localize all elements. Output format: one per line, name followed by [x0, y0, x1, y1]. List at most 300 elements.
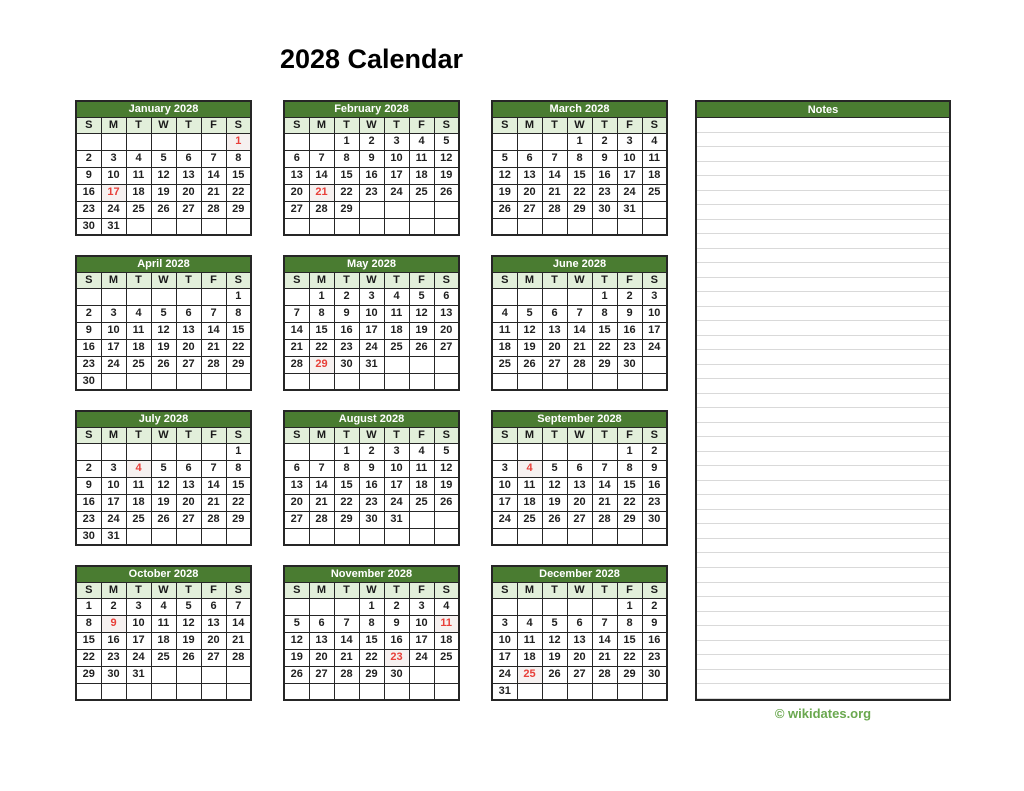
day-cell: 5 [434, 133, 459, 150]
day-cell: 14 [592, 632, 617, 649]
empty-day-cell [434, 373, 459, 390]
notes-ruled-line [697, 147, 949, 162]
day-of-week-header: T [592, 117, 617, 133]
day-cell: 11 [409, 460, 434, 477]
day-cell: 24 [384, 184, 409, 201]
empty-day-cell [567, 528, 592, 545]
day-cell: 9 [359, 460, 384, 477]
day-cell: 20 [567, 494, 592, 511]
day-cell: 22 [617, 494, 642, 511]
day-cell: 12 [176, 615, 201, 632]
month-title: August 2028 [284, 411, 459, 427]
day-cell: 2 [76, 460, 101, 477]
day-of-week-header: T [126, 117, 151, 133]
day-cell: 31 [126, 666, 151, 683]
day-cell: 16 [76, 494, 101, 511]
day-cell: 12 [284, 632, 309, 649]
day-cell: 13 [567, 477, 592, 494]
week-row [284, 133, 459, 150]
month-calendar-november-2028 [283, 565, 460, 701]
day-of-week-header: S [492, 427, 517, 443]
day-of-week-header: M [309, 582, 334, 598]
notes-ruled-line [697, 670, 949, 685]
empty-day-cell [642, 201, 667, 218]
day-cell: 17 [384, 477, 409, 494]
day-cell: 28 [592, 511, 617, 528]
day-cell: 13 [176, 322, 201, 339]
empty-day-cell [592, 528, 617, 545]
day-cell: 22 [567, 184, 592, 201]
day-of-week-header: S [284, 427, 309, 443]
day-cell: 2 [592, 133, 617, 150]
empty-day-cell [434, 528, 459, 545]
day-cell: 27 [284, 201, 309, 218]
notes-ruled-line [697, 684, 949, 699]
day-cell: 7 [201, 305, 226, 322]
day-cell: 28 [567, 356, 592, 373]
empty-day-cell [309, 683, 334, 700]
day-of-week-header: T [176, 272, 201, 288]
day-of-week-header: M [517, 272, 542, 288]
notes-ruled-line [697, 118, 949, 133]
empty-day-cell [201, 288, 226, 305]
day-cell: 20 [176, 184, 201, 201]
day-cell: 2 [76, 305, 101, 322]
day-cell: 9 [592, 150, 617, 167]
day-of-week-header: S [226, 117, 251, 133]
day-cell: 14 [201, 167, 226, 184]
day-of-week-header: W [151, 272, 176, 288]
day-cell: 19 [151, 184, 176, 201]
empty-day-cell [151, 666, 176, 683]
week-row [284, 288, 459, 305]
notes-ruled-line [697, 423, 949, 438]
day-cell: 1 [226, 443, 251, 460]
day-cell: 29 [592, 356, 617, 373]
empty-day-cell [309, 373, 334, 390]
day-cell: 19 [284, 649, 309, 666]
day-cell: 30 [101, 666, 126, 683]
day-cell: 15 [334, 167, 359, 184]
week-row [76, 477, 251, 494]
day-cell: 27 [542, 356, 567, 373]
day-cell: 27 [176, 201, 201, 218]
day-cell: 10 [642, 305, 667, 322]
day-cell: 5 [151, 150, 176, 167]
day-cell: 21 [226, 632, 251, 649]
week-row [492, 632, 667, 649]
day-of-week-header: S [76, 117, 101, 133]
day-cell: 15 [617, 632, 642, 649]
day-cell: 17 [101, 339, 126, 356]
day-cell: 23 [642, 494, 667, 511]
page-title: 2028 Calendar [279, 44, 464, 74]
day-of-week-header: T [126, 427, 151, 443]
day-cell: 25 [126, 511, 151, 528]
day-cell: 3 [409, 598, 434, 615]
notes-ruled-line [697, 350, 949, 365]
day-cell: 27 [176, 356, 201, 373]
week-row [76, 305, 251, 322]
day-cell: 5 [176, 598, 201, 615]
day-cell: 26 [542, 511, 567, 528]
month-calendar-june-2028 [491, 255, 668, 391]
notes-ruled-line [697, 336, 949, 351]
empty-day-cell [434, 666, 459, 683]
week-row [76, 615, 251, 632]
notes-ruled-line [697, 626, 949, 641]
month-calendar-may-2028 [283, 255, 460, 391]
day-cell: 25 [434, 649, 459, 666]
empty-day-cell [617, 528, 642, 545]
week-row [76, 598, 251, 615]
attribution-link[interactable]: © wikidates.org [774, 706, 872, 721]
day-cell: 1 [334, 443, 359, 460]
day-cell: 24 [359, 339, 384, 356]
day-cell: 24 [101, 356, 126, 373]
day-of-week-header: S [284, 582, 309, 598]
day-cell: 3 [617, 133, 642, 150]
empty-day-cell [126, 288, 151, 305]
empty-day-cell [384, 201, 409, 218]
empty-day-cell [151, 683, 176, 700]
day-cell: 2 [359, 443, 384, 460]
day-of-week-header: T [542, 117, 567, 133]
day-cell: 20 [176, 494, 201, 511]
empty-day-cell [201, 683, 226, 700]
day-cell: 12 [151, 322, 176, 339]
day-cell: 8 [567, 150, 592, 167]
empty-day-cell [592, 443, 617, 460]
empty-day-cell [101, 683, 126, 700]
day-of-week-header: F [201, 582, 226, 598]
day-cell: 13 [542, 322, 567, 339]
day-cell: 8 [592, 305, 617, 322]
day-cell: 8 [226, 460, 251, 477]
day-cell: 23 [76, 511, 101, 528]
day-cell: 8 [359, 615, 384, 632]
empty-day-cell [517, 133, 542, 150]
month-title: June 2028 [492, 256, 667, 272]
month-title: October 2028 [76, 566, 251, 582]
week-row [492, 649, 667, 666]
day-cell: 24 [384, 494, 409, 511]
day-cell: 24 [492, 511, 517, 528]
day-of-week-header: S [642, 117, 667, 133]
day-cell: 11 [492, 322, 517, 339]
day-cell: 4 [126, 305, 151, 322]
day-cell: 24 [101, 201, 126, 218]
notes-ruled-line [697, 162, 949, 177]
day-cell: 1 [76, 598, 101, 615]
month-title: March 2028 [492, 101, 667, 117]
day-of-week-header: S [492, 582, 517, 598]
empty-day-cell [226, 683, 251, 700]
day-of-week-header: W [359, 427, 384, 443]
week-row [492, 511, 667, 528]
day-cell: 5 [409, 288, 434, 305]
day-cell: 12 [151, 167, 176, 184]
day-cell: 4 [409, 133, 434, 150]
day-cell: 14 [592, 477, 617, 494]
week-row [76, 339, 251, 356]
notes-ruled-line [697, 466, 949, 481]
day-cell: 22 [226, 184, 251, 201]
day-cell: 14 [226, 615, 251, 632]
day-cell: 3 [101, 460, 126, 477]
day-cell: 31 [617, 201, 642, 218]
week-row [284, 443, 459, 460]
empty-day-cell [409, 356, 434, 373]
day-cell: 9 [76, 322, 101, 339]
day-cell: 21 [309, 494, 334, 511]
empty-day-cell [176, 288, 201, 305]
day-of-week-header: W [359, 117, 384, 133]
day-cell: 27 [567, 511, 592, 528]
day-cell: 9 [642, 615, 667, 632]
week-row [76, 218, 251, 235]
day-of-week-header: F [201, 117, 226, 133]
day-cell: 26 [542, 666, 567, 683]
empty-day-cell [176, 683, 201, 700]
empty-day-cell [126, 218, 151, 235]
notes-ruled-line [697, 641, 949, 656]
day-cell: 2 [334, 288, 359, 305]
notes-lines [697, 118, 949, 699]
day-of-week-header: T [176, 582, 201, 598]
empty-day-cell [359, 201, 384, 218]
day-cell: 9 [384, 615, 409, 632]
week-row [76, 632, 251, 649]
empty-day-cell [567, 598, 592, 615]
day-cell: 12 [409, 305, 434, 322]
day-cell: 31 [384, 511, 409, 528]
day-cell: 8 [76, 615, 101, 632]
day-cell: 6 [517, 150, 542, 167]
empty-day-cell [567, 683, 592, 700]
empty-day-cell [517, 218, 542, 235]
holiday-day-cell: 9 [101, 615, 126, 632]
day-cell: 19 [176, 632, 201, 649]
day-of-week-header: T [334, 117, 359, 133]
empty-day-cell [434, 201, 459, 218]
empty-day-cell [176, 528, 201, 545]
day-cell: 15 [76, 632, 101, 649]
week-row [76, 322, 251, 339]
day-of-week-header: M [309, 272, 334, 288]
empty-day-cell [359, 373, 384, 390]
day-of-week-header: S [226, 427, 251, 443]
day-cell: 7 [542, 150, 567, 167]
day-cell: 14 [567, 322, 592, 339]
day-cell: 22 [334, 184, 359, 201]
holiday-day-cell: 21 [309, 184, 334, 201]
day-cell: 18 [126, 339, 151, 356]
day-cell: 30 [359, 511, 384, 528]
day-cell: 22 [76, 649, 101, 666]
empty-day-cell [284, 373, 309, 390]
week-row [284, 528, 459, 545]
day-cell: 19 [517, 339, 542, 356]
day-of-week-header: S [434, 117, 459, 133]
week-row [492, 615, 667, 632]
day-cell: 12 [542, 632, 567, 649]
day-cell: 28 [226, 649, 251, 666]
empty-day-cell [492, 373, 517, 390]
day-cell: 29 [334, 201, 359, 218]
notes-ruled-line [697, 553, 949, 568]
day-cell: 16 [76, 184, 101, 201]
day-cell: 12 [542, 477, 567, 494]
day-cell: 10 [101, 167, 126, 184]
day-cell: 15 [617, 477, 642, 494]
day-cell: 16 [642, 632, 667, 649]
empty-day-cell [201, 528, 226, 545]
day-cell: 17 [101, 494, 126, 511]
week-row [76, 511, 251, 528]
day-cell: 2 [76, 150, 101, 167]
day-cell: 6 [201, 598, 226, 615]
day-cell: 11 [517, 632, 542, 649]
notes-ruled-line [697, 278, 949, 293]
empty-day-cell [542, 133, 567, 150]
day-cell: 5 [151, 460, 176, 477]
day-cell: 13 [309, 632, 334, 649]
week-row [284, 649, 459, 666]
day-cell: 30 [76, 373, 101, 390]
holiday-day-cell: 4 [126, 460, 151, 477]
month-calendar-january-2028 [75, 100, 252, 236]
notes-ruled-line [697, 597, 949, 612]
empty-day-cell [151, 528, 176, 545]
day-of-week-header: F [617, 427, 642, 443]
day-cell: 17 [359, 322, 384, 339]
day-cell: 16 [642, 477, 667, 494]
day-cell: 21 [592, 649, 617, 666]
day-cell: 30 [642, 511, 667, 528]
day-cell: 6 [176, 460, 201, 477]
day-cell: 30 [642, 666, 667, 683]
week-row [76, 201, 251, 218]
empty-day-cell [592, 218, 617, 235]
day-of-week-header: T [176, 117, 201, 133]
empty-day-cell [592, 373, 617, 390]
empty-day-cell [492, 133, 517, 150]
day-cell: 8 [309, 305, 334, 322]
day-of-week-header: W [151, 427, 176, 443]
day-cell: 1 [334, 133, 359, 150]
empty-day-cell [542, 288, 567, 305]
day-of-week-header: T [384, 582, 409, 598]
day-cell: 10 [409, 615, 434, 632]
week-row [284, 615, 459, 632]
day-cell: 2 [617, 288, 642, 305]
day-cell: 9 [76, 167, 101, 184]
day-cell: 4 [517, 615, 542, 632]
notes-ruled-line [697, 408, 949, 423]
week-row [76, 683, 251, 700]
day-of-week-header: M [517, 427, 542, 443]
day-cell: 11 [517, 477, 542, 494]
day-cell: 9 [334, 305, 359, 322]
notes-ruled-line [697, 437, 949, 452]
week-row [492, 184, 667, 201]
day-cell: 9 [642, 460, 667, 477]
day-of-week-header: S [642, 272, 667, 288]
week-row [76, 460, 251, 477]
holiday-day-cell: 25 [517, 666, 542, 683]
day-cell: 4 [642, 133, 667, 150]
day-cell: 7 [567, 305, 592, 322]
week-row [76, 167, 251, 184]
day-cell: 21 [201, 339, 226, 356]
day-cell: 25 [409, 184, 434, 201]
empty-day-cell [434, 356, 459, 373]
week-row [492, 494, 667, 511]
notes-ruled-line [697, 365, 949, 380]
day-of-week-header: T [176, 427, 201, 443]
day-cell: 1 [617, 443, 642, 460]
empty-day-cell [151, 373, 176, 390]
empty-day-cell [517, 288, 542, 305]
week-row [284, 322, 459, 339]
empty-day-cell [542, 373, 567, 390]
empty-day-cell [409, 201, 434, 218]
empty-day-cell [409, 373, 434, 390]
day-cell: 5 [517, 305, 542, 322]
empty-day-cell [201, 373, 226, 390]
empty-day-cell [226, 218, 251, 235]
day-cell: 23 [359, 184, 384, 201]
day-cell: 18 [492, 339, 517, 356]
day-cell: 7 [226, 598, 251, 615]
day-cell: 21 [201, 494, 226, 511]
empty-day-cell [517, 443, 542, 460]
day-of-week-header: S [226, 582, 251, 598]
empty-day-cell [309, 598, 334, 615]
month-calendar-march-2028 [491, 100, 668, 236]
day-cell: 13 [284, 167, 309, 184]
day-cell: 25 [409, 494, 434, 511]
day-cell: 7 [201, 460, 226, 477]
day-cell: 30 [384, 666, 409, 683]
day-cell: 27 [567, 666, 592, 683]
empty-day-cell [101, 373, 126, 390]
week-row [284, 356, 459, 373]
day-cell: 19 [151, 494, 176, 511]
empty-day-cell [284, 288, 309, 305]
day-of-week-header: T [592, 272, 617, 288]
day-of-week-header: F [409, 427, 434, 443]
day-cell: 22 [226, 494, 251, 511]
empty-day-cell [101, 443, 126, 460]
day-of-week-header: F [617, 117, 642, 133]
empty-day-cell [542, 528, 567, 545]
day-cell: 20 [567, 649, 592, 666]
day-of-week-header: S [642, 427, 667, 443]
empty-day-cell [126, 133, 151, 150]
month-calendar-april-2028 [75, 255, 252, 391]
day-cell: 23 [642, 649, 667, 666]
week-row [492, 167, 667, 184]
month-title: February 2028 [284, 101, 459, 117]
day-cell: 27 [517, 201, 542, 218]
day-cell: 10 [384, 460, 409, 477]
day-cell: 5 [284, 615, 309, 632]
day-cell: 5 [492, 150, 517, 167]
day-cell: 12 [151, 477, 176, 494]
day-cell: 23 [334, 339, 359, 356]
